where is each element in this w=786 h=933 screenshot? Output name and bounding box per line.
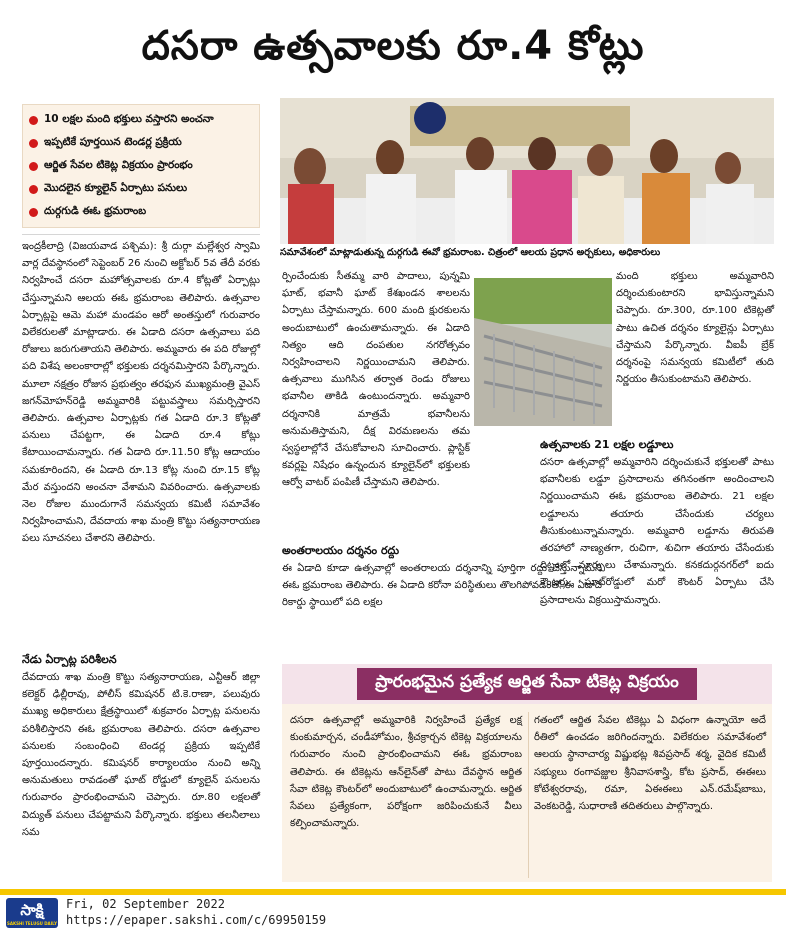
bullet-dot-icon bbox=[29, 139, 38, 148]
article-paragraph: ర్పించేందుకు సీతమ్మ వారి పాదాలు, పున్నమి ఘాట్, భవానీ ఘాట్ కేశఖండన శాలలను ఏర్పాటు చేస్తామన్నారు. 600 మంది క్షురకులను అందుబాటులో ఉంచుతామన్నారు. ఈ ఏడాది నిత్యం ఆది దంపతుల నగరోత్సవం నిర్వహించాలని నిర్ణయించామని తెలిపారు. ఉత్సవాలు ముగిసిన తర్వాత రెండు రోజులు భవానీల తాకిడి ఉంటుందన్నారు. అమ్మవారి దర్శనానికి మాత్రమే భవానీలను అనుమతిస్తామని, దీక్ష విరమణలను తమ స్వస్థలాల్లోనే చేసుకోవాలని సూచించారు. ప్లాస్టిక్ కవర్లపై నిషేధం ఉన్నందున క్యూలైన్‌లో భక్తులకు ఆర్వో వాటర్ పంపిణీ చేస్తామని తెలిపారు. bbox=[282, 271, 470, 489]
queue-barricade-photo bbox=[474, 278, 612, 426]
column-2-top-left bbox=[282, 268, 470, 489]
footer-meta bbox=[66, 896, 326, 928]
bullet-dot-icon bbox=[29, 116, 38, 125]
column-1 bbox=[22, 238, 260, 650]
column-1-lower bbox=[22, 651, 260, 885]
headline: దసరా ఉత్సవాలకు రూ.4 కోట్లు bbox=[141, 23, 645, 69]
box-column-right bbox=[534, 712, 766, 880]
bullet-dot-icon bbox=[29, 185, 38, 194]
article-paragraph: ఈ ఏడాది కూడా ఉత్సవాల్లో అంతరాలయ దర్శనాన్ని పూర్తిగా రద్దు చేస్తున్నామని ఈఓ భ్రమరాంబ తెలిపారు. ఈ ఏడాది కరోనా పరిస్థితులు తొలగిపోవడంతో ఈ ఏడాది రికార్డు స్థాయిలో పది లక్షల bbox=[282, 563, 602, 609]
article-paragraph: ఇంద్రకీలాద్రి (విజయవాడ పశ్చిమ): శ్రీ దుర్గా మల్లేశ్వర స్వామి వార్ల దేవస్థానంలో సెప్టెంబర్ 26 నుంచి అక్టోబర్ 5వ తేదీ వరకు నిర్వహించే దసరా మహోత్సవాలకు రూ.4 కోట్లతో ఏర్పాట్లు చేస్తున్నామని ఆలయ ఈఓ భ్రమరాంబ తెలిపారు. ఉత్సవాల ఏర్పాట్లపై ఆమె మహా మండపం ఆరో అంతస్తులో గురువారం విలేకరులతో మాట్లాడారు. ఈ ఏడాది దసరా ఉత్సవాలు పది రోజులు జరుగుతాయని తెలిపారు. అమ్మవారు ఈ పది రోజుల్లో పది విశేష అలంకారాల్లో భక్తులకు దర్శనమిస్తారని పేర్కొన్నారు. మూలా నక్షత్రం రోజున ప్రభుత్వం తరఫున ముఖ్యమంత్రి వైఎస్ జగన్‌మోహన్‌రెడ్డి అమ్మవారికి పట్టువస్త్రాలు సమర్పిస్తారని తెలిపారు. ఉత్సవాల ఏర్పాట్లకు గత ఏడాది రూ.3 కోట్లతో పనులు చేపట్టగా, ఈ ఏడాది రూ.4 కోట్లు కేటాయించామన్నారు. గత ఏడాది రూ.11.50 కోట్ల ఆదాయం సమకూరిందని, ఈ ఏడాది రూ.13 కోట్ల నుంచి రూ.15 కోట్ల మేర వస్తుందని అంచనా వేశామని వివరించారు. ఉత్సవాలకు నెల రోజుల ముందుగానే సమన్వయ కమిటీ సమావేశం నిర్వహించామని, దేవదాయ శాఖ మంత్రి కొట్టు సత్యనారాయణ పలు సూచనలు చేశారని తెలిపారు. bbox=[22, 241, 260, 545]
epaper-link[interactable]: https://epaper.sakshi.com/c/69950159 bbox=[66, 913, 327, 927]
box-divider bbox=[528, 712, 529, 878]
divider bbox=[22, 234, 260, 235]
press-meet-photo bbox=[280, 98, 774, 244]
highlight-item: 10 లక్షల మంది భక్తులు వస్తారని అంచనా bbox=[29, 109, 253, 132]
section-banner bbox=[282, 664, 772, 704]
photo-caption: సమావేశంలో మాట్లాడుతున్న దుర్గగుడి ఈవో భ్రమరాంబ. చిత్రంలో ఆలయ ప్రధాన అర్చకులు, అధికారులు bbox=[280, 247, 661, 258]
article-paragraph: మంది భక్తులు అమ్మవారిని దర్శించుకుంటారని భావిస్తున్నామని చెప్పారు. రూ.300, రూ.100 టికెట్లతో పాటు ఉచిత దర్శనం క్యూలైన్లు ఏర్పాటు చేస్తామని పేర్కొన్నారు. వీఐపీ బ్రేక్ దర్శనంపై సమన్వయ కమిటీలో తుది నిర్ణయం తీసుకుంటామని తెలిపారు. bbox=[616, 271, 774, 386]
highlight-item: ఆర్జిత సేవల టికెట్ల విక్రయం ప్రారంభం bbox=[29, 155, 253, 178]
subheading: ఉత్సవాలకు 21 లక్షల లడ్డూలు bbox=[540, 438, 674, 451]
column-3-top bbox=[616, 268, 774, 428]
subheading: నేడు ఏర్పాట్ల పరిశీలన bbox=[22, 653, 117, 666]
article-paragraph: దేవదాయ శాఖ మంత్రి కొట్టు సత్యనారాయణ, ఎన్టీఆర్ జిల్లా కలెక్టర్ ఢిల్లీరావు, పోలీస్ కమిషనర్ టి.కె.రాణా, పలువురు ముఖ్య అధికారులు క్షేత్రస్థాయిలో శుక్రవారం ఏర్పాట్ల పనులను పరిశీలిస్తారని ఈఓ భ్రమరాంబ తెలిపారు. దసరా ఉత్సవాల పనులకు సంబంధించి టెండర్ల ప్రక్రియ ఇప్పటికే పూర్తయిందన్నారు. కమిషనర్ కార్యాలయం నుంచి అన్ని అనుమతులు రావడంతో ఘాట్ రోడ్డులో క్యూలైన్ పనులను గురువారం ప్రారంభించామని చెప్పారు. రూ.80 లక్షలతో విద్యుత్ పనులు చేపట్టామని పేర్కొన్నారు. భక్తులు తలనీలాలు సమ bbox=[22, 672, 260, 838]
article-paragraph: గతంలో ఆర్జిత సేవల టికెట్లు ఏ విధంగా ఉన్నాయో అదే రీతిలో ఉంచడం జరిగిందన్నారు. విలేకరుల సమావేశంలో ఆలయ స్థానాచార్య విష్ణుభట్ల శివప్రసాద్ శర్మ, వైదిక కమిటీ సభ్యులు రంగావజ్ఝుల శ్రీనివాసశాస్త్రి, కోట ప్రసాద్, ఈఈలు కోటేశ్వరరావు, రమా, ఏఈఈలు ఎన్.రమేష్‌బాబు, వెంకటరెడ్డి, సుధారాణి తదితరులు పాల్గొన్నారు. bbox=[534, 715, 766, 813]
column-3-lower bbox=[540, 436, 774, 662]
box-column-left bbox=[290, 712, 522, 880]
highlight-item: దుర్గగుడి ఈఓ భ్రమరాంబ bbox=[29, 201, 253, 224]
sakshi-logo: సాక్షి SAKSHI TELUGU DAILY bbox=[6, 898, 58, 928]
highlights-box bbox=[22, 104, 260, 228]
highlight-item: మొదలైన క్యూలైన్ ఏర్పాటు పనులు bbox=[29, 178, 253, 201]
article-paragraph: దసరా ఉత్సవాల్లో అమ్మవారికి నిర్వహించే ప్రత్యేక లక్ష కుంకుమార్చన, చండీహోమం, శ్రీచక్రార్చన టికెట్ల విక్రయాలను గురువారం నుంచి ప్రారంభించామని ఈఓ భ్రమరాంబ తెలిపారు. ఈ టికెట్లను ఆన్‌లైన్‌తో పాటు దేవస్థాన ఆర్జిత సేవా టికెట్ల కౌంటర్‌లో అందుబాటులో ఉంచామన్నారు. ఆర్జిత సేవలు ప్రత్యేకంగా, పరోక్షంగా జరిపించుకునే వీలు కల్పించామన్నారు. bbox=[290, 715, 522, 830]
footer-accent-line bbox=[0, 889, 786, 895]
bullet-dot-icon bbox=[29, 162, 38, 171]
banner-title: ప్రారంభమైన ప్రత్యేక ఆర్జిత సేవా టికెట్ల విక్రయం bbox=[357, 668, 697, 700]
bullet-dot-icon bbox=[29, 208, 38, 217]
article-paragraph: దసరా ఉత్సవాల్లో అమ్మవారిని దర్శించుకునే భక్తులతో పాటు భవానీలకు లడ్డూ ప్రసాదాలను తగినంతగా అందించాలని నిర్ణయించామని ఈఓ భ్రమరాంబ తెలిపారు. 21 లక్షల లడ్డూలను తయారు చేసేందుకు చర్యలు తీసుకుంటున్నామన్నారు. అమ్మవారి లడ్డూను తిరుపతి తరహాలో నాణ్యతగా, రుచిగా, శుచిగా తయారు చేసేందుకు దిట్టంలో మార్పులు చేశామన్నారు. కనకదుర్గనగర్‌లో ఐదు కౌంటర్లు, ఘాట్‌రోడ్డులో మరో కౌంటర్ ఏర్పాటు చేసి ప్రసాదాలను విక్రయిస్తామన్నారు. bbox=[540, 457, 774, 606]
subheading: అంతరాలయం దర్శనం రద్దు bbox=[282, 544, 400, 557]
edition-date: Fri, 02 September 2022 bbox=[66, 897, 225, 911]
highlight-item: ఇప్పటికే పూర్తయిన టెండర్ల ప్రక్రియ bbox=[29, 132, 253, 155]
